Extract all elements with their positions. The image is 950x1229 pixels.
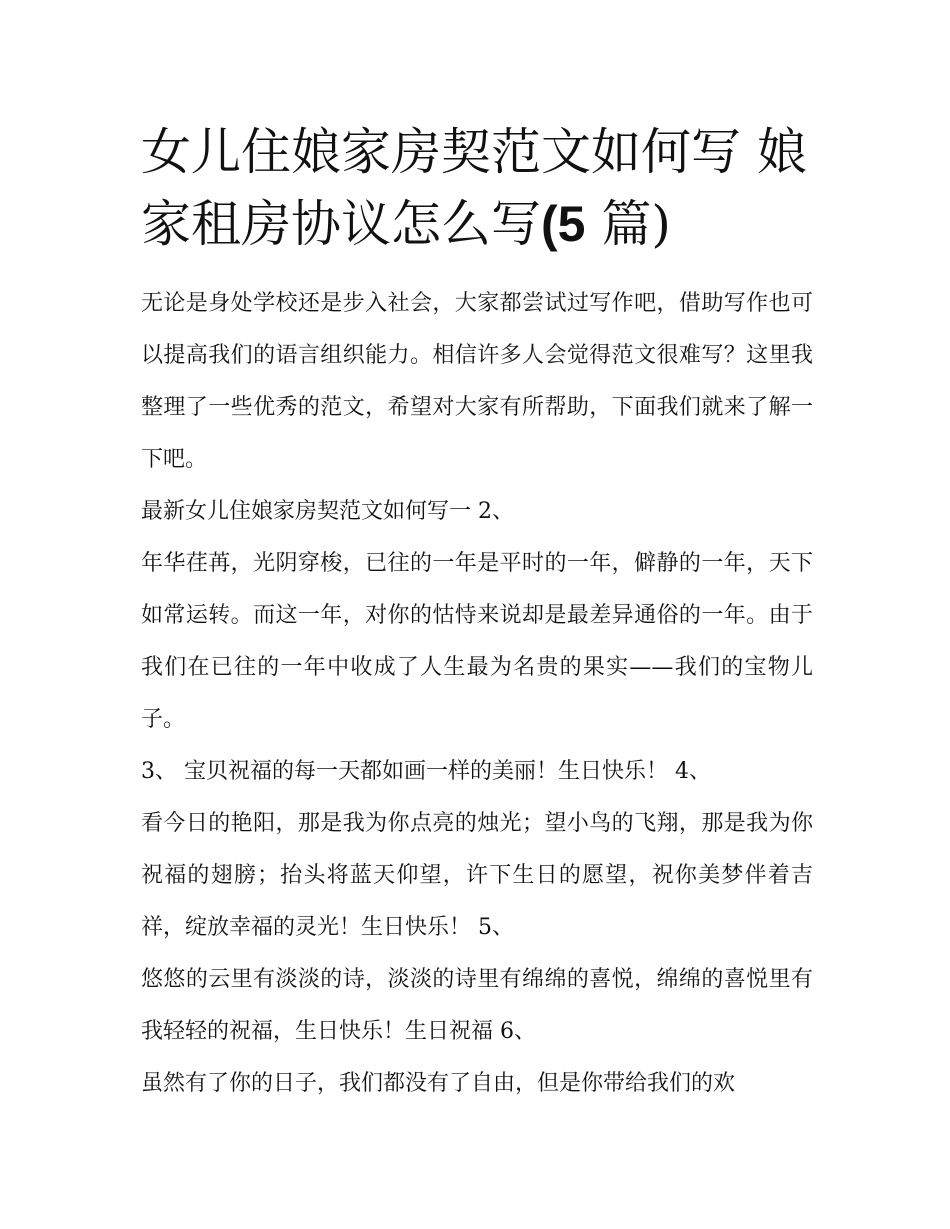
- title-count: (5: [541, 196, 586, 252]
- title-line-2: 家租房协议怎么写: [141, 195, 541, 253]
- paragraph-year: 年华荏苒，光阴穿梭，已往的一年是平时的一年，僻静的一年，天下如常运转。而这一年，对你的怙恃来说却是最差异通俗的一年。由于我们在已往的一年中收成了人生最为名贵的果实——我们的宝物儿子。: [141, 551, 813, 732]
- title-line-1: 女儿住娘家房契范文如何写 娘: [141, 123, 807, 181]
- title-suffix: 篇): [585, 195, 671, 253]
- paragraph-intro: 无论是身处学校还是步入社会，大家都尝试过写作吧，借助写作也可以提高我们的语言组织能力。相信许多人会觉得范文很难写？这里我整理了一些优秀的范文，希望对大家有所帮助，下面我们就来了解一下吧。: [141, 291, 813, 472]
- paragraph-wish-3: 3、 宝贝祝福的每一天都如画一样的美丽！生日快乐！ 4、: [141, 759, 711, 784]
- document-title: [141, 116, 813, 260]
- paragraph-heading: 最新女儿住娘家房契范文如何写一 2、: [141, 499, 514, 524]
- paragraph-wish-6: 虽然有了你的日子，我们都没有了自由，但是你带给我们的欢: [141, 1071, 736, 1096]
- paragraph-wish-5: 悠悠的云里有淡淡的诗，淡淡的诗里有绵绵的喜悦，绵绵的喜悦里有我轻轻的祝福，生日快乐！生日祝福 6、: [141, 967, 813, 1044]
- document-body: [141, 116, 813, 1110]
- paragraph-wish-4: 看今日的艳阳，那是我为你点亮的烛光；望小鸟的飞翔，那是我为你祝福的翅膀；抬头将蓝天仰望，许下生日的愿望，祝你美梦伴着吉祥，绽放幸福的灵光！生日快乐！ 5、: [141, 811, 813, 940]
